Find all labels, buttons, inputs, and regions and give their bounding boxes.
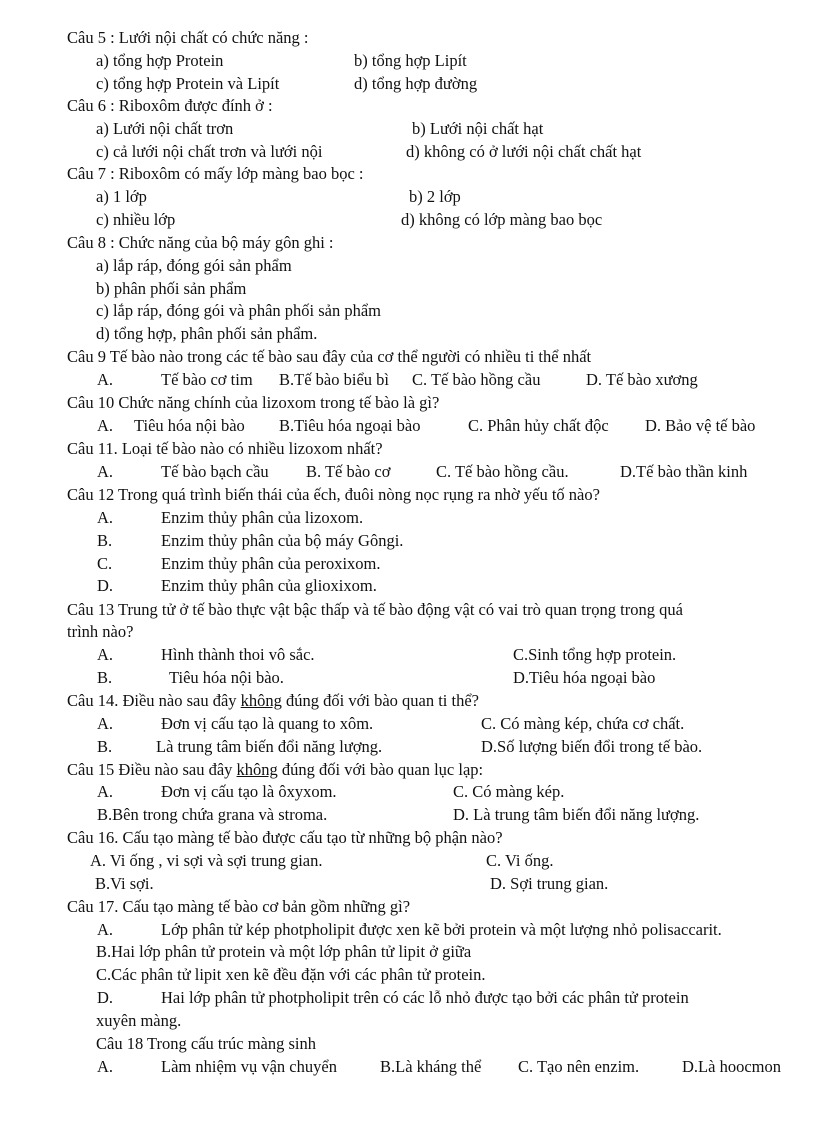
q5-option-d: d) tổng hợp đường [354,74,478,93]
q8-option-c: c) lắp ráp, đóng gói và phân phối sản phẩm [96,301,382,320]
stem-text: Câu 14. Điều nào sau đây [67,691,241,710]
q7-option-d: d) không có lớp màng bao bọc [401,210,603,229]
q7-option-a: a) 1 lớp [96,187,147,206]
question-5-stem: Câu 5 : Lưới nội chất có chức năng : [67,28,309,47]
q10-option-a-letter: A. [97,416,114,435]
q11-option-a: Tế bào bạch cầu [161,462,269,481]
q16-option-c: C. Vi ống. [486,851,554,870]
q10-option-c: C. Phân hủy chất độc [468,416,609,435]
q12-option-b-letter: B. [97,531,113,550]
question-8-stem: Câu 8 : Chức năng của bộ máy gôn ghi : [67,233,334,252]
q9-option-c: C. Tế bào hồng cầu [412,370,541,389]
q14-option-b-letter: B. [97,737,113,756]
q13-option-b-letter: B. [97,668,113,687]
q15-option-a: Đơn vị cấu tạo là ôxyxom. [161,782,337,801]
q9-option-d: D. Tế bào xương [586,370,698,389]
question-6-stem: Câu 6 : Riboxôm được đính ở : [67,96,273,115]
q6-option-c: c) cả lưới nội chất trơn và lưới nội [96,142,323,161]
q17-option-a-letter: A. [97,920,114,939]
q10-option-b: B.Tiêu hóa ngoại bào [279,416,421,435]
q14-option-a: Đơn vị cấu tạo là quang to xôm. [161,714,374,733]
q17-option-a: Lớp phân tử kép photpholipit được xen kẽ bởi protein và một lượng nhỏ polisaccarit. [161,920,722,939]
q13-option-d: D.Tiêu hóa ngoại bào [513,668,656,687]
question-16-stem: Câu 16. Cấu tạo màng tế bào được cấu tạo từ những bộ phận nào? [67,828,503,847]
q8-option-d: d) tổng hợp, phân phối sản phẩm. [96,324,318,343]
q16-option-a: A. Vi ống , vi sợi và sợi trung gian. [90,851,323,870]
question-18-stem: Câu 18 Trong cấu trúc màng sinh [96,1034,316,1053]
q15-option-d: D. Là trung tâm biến đổi năng lượng. [453,805,700,824]
q12-option-a-letter: A. [97,508,114,527]
question-9-stem: Câu 9 Tế bào nào trong các tế bào sau đây của cơ thể người có nhiều ti thể nhất [67,347,592,366]
q9-option-a-letter: A. [97,370,114,389]
question-7-stem: Câu 7 : Riboxôm có mấy lớp màng bao bọc : [67,164,364,183]
q6-option-d: d) không có ở lưới nội chất chất hạt [406,142,642,161]
q17-option-c: C.Các phân tử lipit xen kẽ đều đặn với các phân tử protein. [96,965,486,984]
q12-option-b: Enzim thủy phân của bộ máy Gôngi. [161,531,404,550]
q11-option-d: D.Tế bào thần kinh [620,462,748,481]
q18-option-c: C. Tạo nên enzim. [518,1057,640,1076]
q11-option-a-letter: A. [97,462,114,481]
q13-option-b: Tiêu hóa nội bào. [169,668,284,687]
q17-option-b: B.Hai lớp phân tử protein và một lớp phân tử lipit ở giữa [96,942,472,961]
q14-option-c: C. Có màng kép, chứa cơ chất. [481,714,685,733]
q10-option-a: Tiêu hóa nội bào [134,416,245,435]
q14-option-b: Là trung tâm biến đổi năng lượng. [156,737,383,756]
question-17-stem: Câu 17. Cấu tạo màng tế bào cơ bản gồm những gì? [67,897,411,916]
q14-option-a-letter: A. [97,714,114,733]
q12-option-c-letter: C. [97,554,113,573]
q11-option-c: C. Tế bào hồng cầu. [436,462,569,481]
q18-option-a-letter: A. [97,1057,114,1076]
question-14-stem [67,690,479,712]
underlined-negation: không [240,691,282,710]
q12-option-d: Enzim thủy phân của glioxixom. [161,576,377,595]
q13-option-c: C.Sinh tổng hợp protein. [513,645,677,664]
stem-text: đúng đối với bào quan lục lạp: [277,760,484,779]
q17-option-d-letter: D. [97,988,114,1007]
q12-option-c: Enzim thủy phân của peroxixom. [161,554,381,573]
q16-option-d: D. Sợi trung gian. [490,874,609,893]
q8-option-a: a) lắp ráp, đóng gói sản phẩm [96,256,292,275]
q15-option-c: C. Có màng kép. [453,782,565,801]
q8-option-b: b) phân phối sản phẩm [96,279,247,298]
stem-text: Câu 15 Điều nào sau đây [67,760,237,779]
q16-option-b: B.Vi sợi. [95,874,154,893]
question-11-stem: Câu 11. Loại tế bào nào có nhiều lizoxom nhất? [67,439,383,458]
q9-option-a: Tế bào cơ tim [161,370,253,389]
q17-option-d-continued: xuyên màng. [96,1011,182,1030]
q18-option-d: D.Là hoocmon [682,1057,781,1076]
q11-option-b: B. Tế bào cơ [306,462,391,481]
q9-option-b: B.Tế bào biểu bì [279,370,389,389]
question-13-stem-continued: trình nào? [67,622,134,641]
q13-option-a: Hình thành thoi vô sắc. [161,645,315,664]
q10-option-d: D. Bảo vệ tế bào [645,416,756,435]
q15-option-b: B.Bên trong chứa grana và stroma. [97,805,328,824]
q12-option-a: Enzim thủy phân của lizoxom. [161,508,364,527]
q15-option-a-letter: A. [97,782,114,801]
q18-option-a: Làm nhiệm vụ vận chuyển [161,1057,337,1076]
q6-option-a: a) Lưới nội chất trơn [96,119,234,138]
q18-option-b: B.Là kháng thể [380,1057,482,1076]
q7-option-c: c) nhiều lớp [96,210,176,229]
q7-option-b: b) 2 lớp [409,187,461,206]
question-13-stem: Câu 13 Trung tử ở tế bào thực vật bậc thấp và tế bào động vật có vai trò quan trọng trong quá [67,600,683,619]
question-10-stem: Câu 10 Chức năng chính của lizoxom trong tế bào là gì? [67,393,440,412]
question-15-stem [67,759,483,781]
q6-option-b: b) Lưới nội chất hạt [412,119,544,138]
q13-option-a-letter: A. [97,645,114,664]
question-12-stem: Câu 12 Trong quá trình biến thái của ếch, đuôi nòng nọc rụng ra nhờ yếu tố nào? [67,485,600,504]
q5-option-c: c) tổng hợp Protein và Lipít [96,74,280,93]
q5-option-b: b) tổng hợp Lipít [354,51,467,70]
q14-option-d: D.Số lượng biến đổi trong tế bào. [481,737,703,756]
q5-option-a: a) tổng hợp Protein [96,51,224,70]
stem-text: đúng đối với bào quan ti thể? [281,691,479,710]
underlined-negation: không [236,760,278,779]
q12-option-d-letter: D. [97,576,114,595]
q17-option-d: Hai lớp phân tử photpholipit trên có các lỗ nhỏ được tạo bởi các phân tử protein [161,988,689,1007]
